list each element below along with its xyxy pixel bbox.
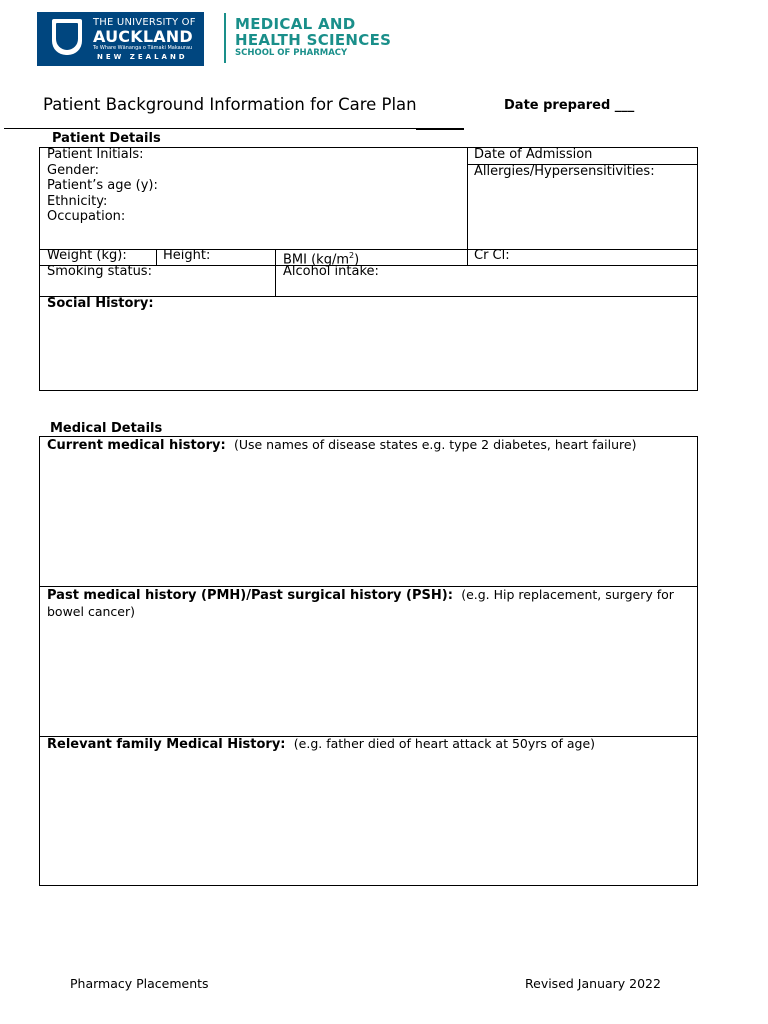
patient-initials-field[interactable] — [47, 147, 158, 225]
weight-field[interactable]: Weight (kg): — [47, 248, 127, 263]
age-label: Patient’s age (y): — [47, 178, 158, 193]
faculty-name-line2: HEALTH SCIENCES — [235, 31, 392, 49]
medical-details-heading: Medical Details — [50, 421, 163, 436]
family-medical-history-field[interactable] — [47, 736, 687, 753]
university-name-line2: AUCKLAND — [93, 27, 193, 46]
patient-initials-label: Patient Initials: — [47, 147, 144, 162]
alcohol-intake-field[interactable]: Alcohol intake: — [283, 264, 379, 279]
faculty-name-line1: MEDICAL AND — [235, 15, 356, 33]
height-field[interactable]: Height: — [163, 248, 211, 263]
bmi-superscript: 2 — [349, 251, 355, 260]
occupation-label: Occupation: — [47, 209, 126, 224]
current-medical-history-hint: (Use names of disease states e.g. type 2 diabetes, heart failure) — [233, 437, 637, 452]
patient-details-heading: Patient Details — [52, 131, 161, 146]
ethnicity-label: Ethnicity: — [47, 193, 108, 209]
bmi-label: BMI (kg/m — [283, 252, 349, 268]
family-medical-history-label: Relevant family Medical History: — [47, 737, 286, 752]
family-medical-history-hint: (e.g. father died of heart attack at 50yrs of age) — [293, 736, 596, 751]
current-medical-history-label: Current medical history: — [47, 438, 226, 453]
title-underline — [4, 128, 416, 129]
footer-left: Pharmacy Placements — [70, 976, 209, 991]
document-title: Patient Background Information for Care Plan — [43, 95, 417, 114]
title-underline-accent — [416, 128, 464, 130]
past-medical-history-hint: (e.g. Hip replacement, surgery for bowel cancer) — [47, 587, 674, 619]
university-country: NEW ZEALAND — [97, 53, 188, 61]
creatinine-clearance-field[interactable]: Cr Cl: — [474, 248, 510, 263]
past-medical-history-field[interactable] — [47, 587, 687, 620]
allergies-field[interactable]: Allergies/Hypersensitivities: — [474, 164, 655, 179]
past-medical-history-label: Past medical history (PMH)/Past surgical history (PSH): — [47, 588, 453, 603]
social-history-field[interactable]: Social History: — [47, 296, 154, 311]
date-prepared-field[interactable]: Date prepared ___ — [504, 98, 635, 113]
smoking-status-field[interactable]: Smoking status: — [47, 264, 152, 279]
current-medical-history-field[interactable] — [47, 437, 687, 454]
university-maori-name: Te Whare Wānanga o Tāmaki Makaurau — [93, 45, 193, 51]
university-name-line1: THE UNIVERSITY OF — [93, 17, 196, 28]
gender-label: Gender: — [47, 162, 100, 178]
date-of-admission-field[interactable]: Date of Admission — [474, 147, 593, 162]
logo-divider — [224, 13, 226, 63]
footer-right: Revised January 2022 — [525, 976, 661, 991]
bmi-label-end: ) — [354, 252, 360, 268]
school-name: SCHOOL OF PHARMACY — [235, 48, 348, 58]
crest-icon — [52, 19, 82, 55]
university-logo — [37, 12, 204, 66]
